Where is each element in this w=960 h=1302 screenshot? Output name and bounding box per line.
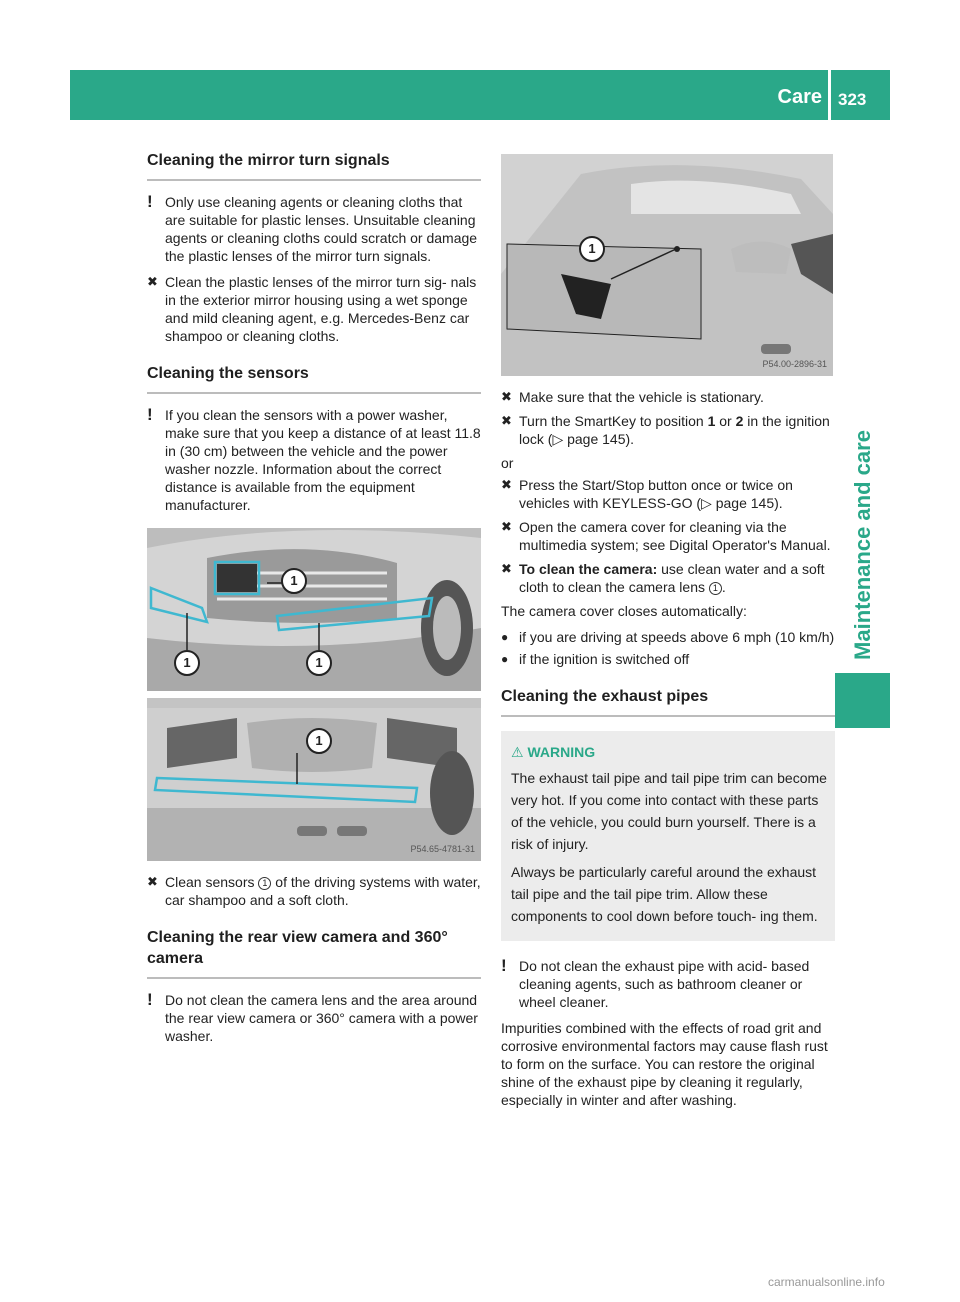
callout-1: 1 [174, 650, 200, 676]
instruction-step [501, 518, 835, 554]
instruction-step [501, 560, 835, 596]
instruction-step [501, 388, 835, 406]
caution-icon: ! [501, 956, 507, 975]
header-divider [828, 70, 831, 120]
cover-closes-text: The camera cover closes automatically: [501, 603, 747, 619]
or-text: or [501, 455, 514, 471]
note-text: Do not clean the camera lens and the area around the rear view camera or 360° camera with a power washer. [165, 992, 478, 1044]
side-tab [835, 430, 890, 660]
step-text: Open the camera cover for cleaning via the multimedia system; see Digital Operator's Manual. [519, 519, 831, 553]
step-arrow-icon: ✖ [147, 274, 158, 289]
step-text: Clean sensors 1 of the driving systems with water, car shampoo and a soft cloth. [165, 874, 481, 908]
right-column [501, 150, 835, 1117]
step-text: Press the Start/Stop button once or twice on vehicles with KEYLESS-GO (▷ page 145). [519, 477, 793, 511]
callout-ref: 1 [709, 582, 722, 595]
figure-code: P54.00-2896-31 [762, 359, 827, 369]
section-title: Care [777, 86, 822, 108]
note-text: Only use cleaning agents or cleaning cloths that are suitable for plastic lenses. Unsuitable cleaning agents or cleaning cloths could scratch or damage the plastic lenses of the mirror turn signals. [165, 194, 478, 264]
heading-mirror-turn-signals: Cleaning the mirror turn signals [147, 150, 481, 181]
note-text: Do not clean the exhaust pipe with acid- based cleaning agents, such as bathroom cleaner or wheel cleaner. [519, 958, 810, 1010]
caution-icon: ! [147, 990, 153, 1009]
side-tab-marker [835, 673, 890, 728]
bullet-text: if the ignition is switched off [519, 651, 690, 667]
instruction-step [147, 873, 481, 909]
callout-1: 1 [306, 650, 332, 676]
bullet-icon: ● [501, 652, 509, 666]
watermark: carmanualsonline.info [768, 1275, 885, 1289]
bullet-icon: ● [501, 630, 509, 644]
step-arrow-icon: ✖ [147, 874, 158, 889]
left-column [147, 150, 481, 1053]
rear-car-illustration [147, 698, 481, 861]
step-arrow-icon: ✖ [501, 477, 512, 492]
camera-steps [501, 388, 835, 668]
step-text: Make sure that the vehicle is stationary. [519, 389, 764, 405]
side-tab-label: Maintenance and care [849, 430, 875, 660]
figure-code: P54.65-4781-31 [410, 844, 475, 854]
front-sensors-figure [147, 528, 481, 691]
heading-rear-camera: Cleaning the rear view camera and 360° camera [147, 927, 481, 979]
caution-note [147, 193, 481, 265]
step-text: To clean the camera: use clean water and a soft cloth to clean the camera lens 1 . [519, 561, 825, 595]
instruction-step [501, 412, 835, 448]
warning-header: ⚠ WARNING [511, 744, 596, 760]
step-arrow-icon: ✖ [501, 519, 512, 534]
note-text: If you clean the sensors with a power washer, make sure that you keep a distance of at least 11.8 in (30 cm) between the vehicle and the power washer nozzle. Information about the correct distance is available from the equipment manufacturer. [165, 407, 481, 513]
heading-sensors: Cleaning the sensors [147, 363, 481, 394]
rear-camera-figure [501, 154, 833, 376]
exhaust-info-text: Impurities combined with the effects of road grit and corrosive environmental factors may cause flash rust to form on the surface. You can restore the original shine of the exhaust pipe by cleaning it regularly, especially in winter and after washing. [501, 1020, 828, 1108]
rear-camera-illustration [501, 154, 833, 376]
callout-ref: 1 [258, 877, 271, 890]
bullet-text: if you are driving at speeds above 6 mph (10 km/h) [519, 629, 835, 645]
warning-box [501, 731, 835, 941]
callout-1: 1 [306, 728, 332, 754]
step-arrow-icon: ✖ [501, 389, 512, 404]
caution-note [147, 406, 481, 514]
warning-icon: ⚠ [511, 744, 524, 760]
step-arrow-icon: ✖ [501, 561, 512, 576]
warning-text: Always be particularly careful around the exhaust tail pipe and the tail pipe trim. Allow these components to cool down before touch- ing them. [511, 864, 818, 924]
warning-text: The exhaust tail pipe and tail pipe trim can become very hot. If you come into contact with these parts of the vehicle, you could burn yourself. There is a risk of injury. [511, 770, 827, 852]
callout-1: 1 [281, 568, 307, 594]
instruction-step [501, 476, 835, 512]
caution-icon: ! [147, 192, 153, 211]
rear-sensors-figure [147, 698, 481, 861]
caution-note [147, 991, 481, 1045]
list-item [501, 650, 835, 668]
callout-1: 1 [579, 236, 605, 262]
page-header [70, 70, 890, 120]
heading-exhaust-pipes: Cleaning the exhaust pipes [501, 686, 835, 717]
caution-icon: ! [147, 405, 153, 424]
caution-note [501, 957, 835, 1011]
step-text: Clean the plastic lenses of the mirror turn sig- nals in the exterior mirror housing using a wet sponge and mild cleaning agent, e.g. Mercedes-Benz car shampoo or cleaning cloths. [165, 274, 477, 344]
list-item [501, 628, 835, 646]
step-text: Turn the SmartKey to position 1 or 2 in the ignition lock (▷ page 145). [519, 413, 830, 447]
step-arrow-icon: ✖ [501, 413, 512, 428]
instruction-step [147, 273, 481, 345]
page-number: 323 [838, 90, 867, 109]
